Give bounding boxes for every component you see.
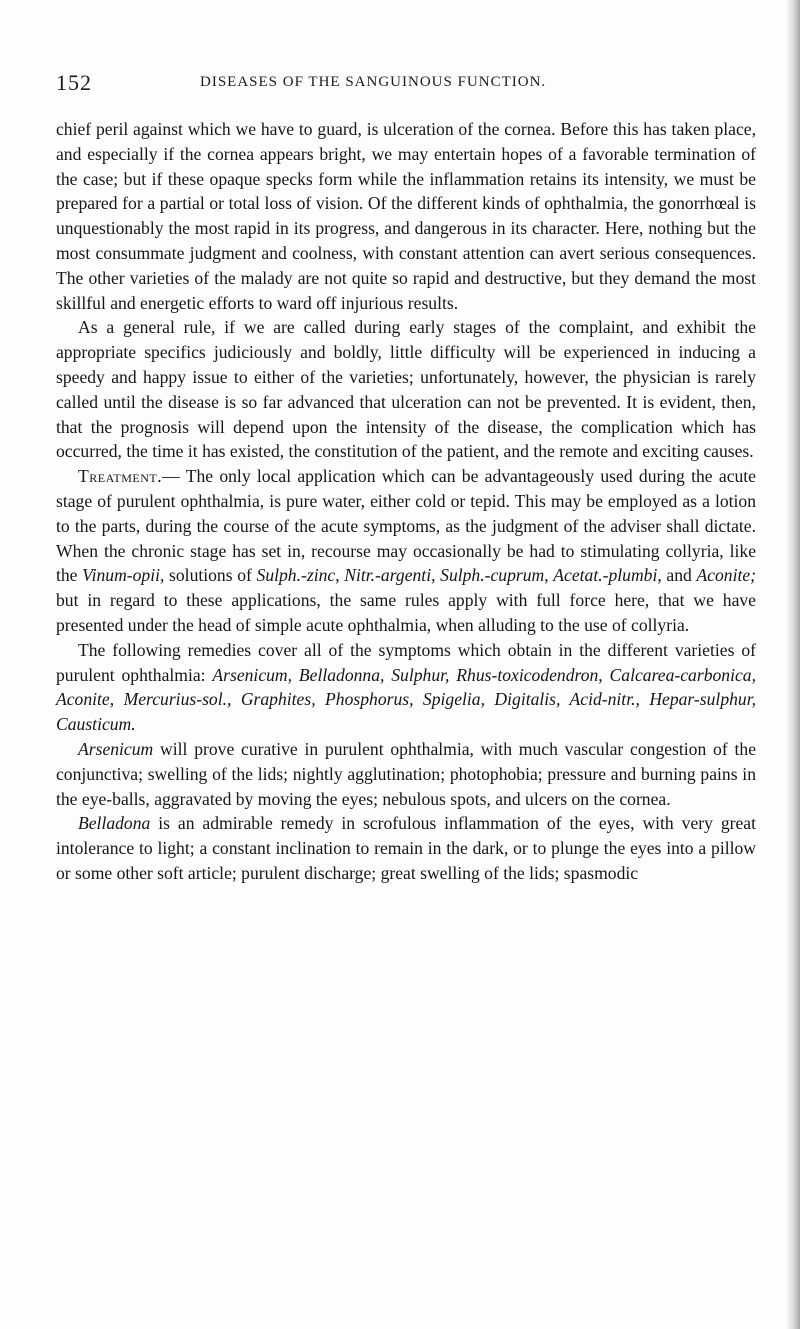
remedy-name: Nitr.-argenti bbox=[344, 565, 432, 586]
remedy-name: Vinum-opii bbox=[82, 565, 160, 586]
running-head: DISEASES OF THE SANGUINOUS FUNCTION. bbox=[200, 74, 547, 90]
remedy-name: Aconite; bbox=[696, 565, 757, 586]
remedy-name: Acetat.-plumbi bbox=[553, 565, 658, 586]
remedy-name: Sulph.-zinc bbox=[256, 565, 336, 586]
remedies-list: Arsenicum, Belladonna, Sulphur, Rhus-toxicodendron, Calcarea-carbonica, Aconite, Mercurius-sol., Graphites, Phosphorus, Spigelia, Digitalis, Acid-nitr., Hepar-sulphur, Causticum. bbox=[56, 664, 756, 735]
paragraph-text: — The only local application which can be advantageously used during the acute stage of purulent ophthalmia, is pure water, either cold or tepid. This may be employed as a lotion to the parts, during the course of the acute symptoms, as the judgment of the adviser shall dictate. When the chronic stage has set in, recourse may occasionally be had to stimulating collyria, like the bbox=[56, 466, 756, 586]
body-text bbox=[56, 117, 756, 886]
page-number: 152 bbox=[56, 70, 92, 95]
paragraph-arsenicum bbox=[56, 737, 756, 811]
paragraph-remedies-list bbox=[56, 638, 756, 737]
paragraph-text: The following remedies cover all of the symptoms which obtain in the different varieties of purulent ophthalmia: bbox=[56, 639, 756, 685]
remedy-heading: Belladona bbox=[78, 813, 151, 834]
paragraph-text: As a general rule, if we are called during early stages of the complaint, and exhibit the appropriate specifics judiciously and boldly, little difficulty will be experienced in inducing a speedy and happy issue to either of the varieties; unfortunately, however, the physician is rarely called until the disease is so far advanced that ulceration can not be prevented. It is evident, then, that the prognosis will depend upon the intensity of the disease, the complication which has occurred, the time it has existed, the constitution of the patient, and the remote and exciting causes. bbox=[56, 317, 756, 462]
remedy-heading: Arsenicum bbox=[78, 738, 154, 759]
paragraph-belladona bbox=[56, 811, 756, 885]
paragraph-text: , bbox=[335, 565, 345, 586]
treatment-heading: Treatment. bbox=[78, 466, 163, 487]
paragraph-text: but in regard to these applications, the same rules apply with full force here, that we have presented under the head of simple acute ophthalmia, when alluding to the use of collyria. bbox=[56, 590, 756, 635]
paragraph-text: , and bbox=[657, 565, 697, 586]
page-header bbox=[56, 70, 756, 100]
paragraph-text: , bbox=[544, 565, 554, 586]
paragraph-text: is an admirable remedy in scrofulous inflammation of the eyes, with very great intolerance to light; a constant inclination to remain in the dark, or to plunge the eyes into a pillow or some other soft article; purulent discharge; great swelling of the lids; spasmodic bbox=[56, 813, 756, 883]
paragraph-ulceration bbox=[56, 117, 756, 315]
page-edge-shadow bbox=[786, 0, 800, 1329]
paragraph-text: chief peril against which we have to guard, is ulceration of the cornea. Before this has taken place, and especially if the cornea appears bright, we may entertain hopes of a favorable termination of the case; but if these opaque specks form while the inflammation retains its intensity, we must be prepared for a partial or total loss of vision. Of the different kinds of ophthalmia, the gonorrhœal is unquestionably the most rapid in its progress, and dangerous in its character. Here, nothing but the most consummate judgment and coolness, with constant attention can avert serious consequences. The other varieties of the malady are not quite so rapid and destructive, but they demand the most skillful and energetic efforts to ward off injurious results. bbox=[56, 119, 756, 313]
paragraph-text: , bbox=[431, 565, 441, 586]
paragraph-treatment bbox=[56, 464, 756, 638]
paragraph-text: , solutions of bbox=[160, 565, 257, 586]
paragraph-general-rule bbox=[56, 315, 756, 464]
paragraph-text: will prove curative in purulent ophthalmia, with much vascular congestion of the conjunctiva; swelling of the lids; nightly agglutination; photophobia; pressure and burning pains in the eye-balls, aggravated by moving the eyes; nebulous spots, and ulcers on the cornea. bbox=[56, 738, 756, 809]
remedy-name: Sulph.-cuprum bbox=[440, 565, 545, 586]
